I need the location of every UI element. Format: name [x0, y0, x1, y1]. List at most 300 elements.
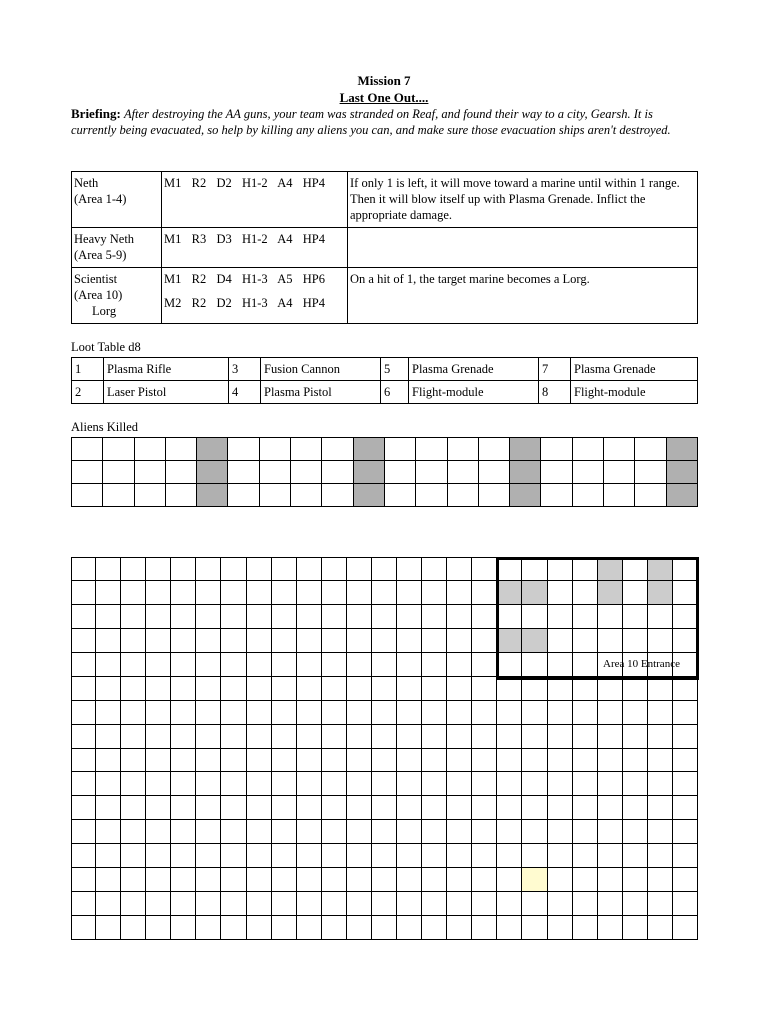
- map-cell: [221, 916, 246, 940]
- map-cell: [397, 749, 422, 773]
- map-cell: [322, 916, 347, 940]
- map-cell: [497, 868, 522, 892]
- map-cell: [247, 605, 272, 629]
- map-cell: [447, 772, 472, 796]
- map-cell: [171, 796, 196, 820]
- map-cell: [322, 725, 347, 749]
- tracker-row: [72, 438, 698, 461]
- map-cell: [447, 844, 472, 868]
- map-cell: [272, 844, 297, 868]
- map-cell: [96, 868, 121, 892]
- map-cell: [372, 916, 397, 940]
- map-cell: [623, 749, 648, 773]
- map-cell: [573, 701, 598, 725]
- kill-tally-box: [384, 438, 415, 461]
- alien-row: [72, 172, 698, 228]
- kill-tally-box: [291, 484, 322, 507]
- map-cell: [673, 772, 698, 796]
- map-cell: [397, 796, 422, 820]
- map-cell: [196, 820, 221, 844]
- map-cell: [422, 916, 447, 940]
- map-cell: [171, 557, 196, 581]
- map-cell: [397, 725, 422, 749]
- map-cell: [573, 844, 598, 868]
- map-cell: [272, 581, 297, 605]
- map-cell: [648, 749, 673, 773]
- map-cell: [623, 844, 648, 868]
- map-cell: [422, 892, 447, 916]
- kill-tally-box: [541, 484, 572, 507]
- map-cell: [447, 605, 472, 629]
- loot-item: Laser Pistol: [104, 381, 229, 404]
- map-cell: [297, 701, 322, 725]
- map-cell: [623, 772, 648, 796]
- kill-tally-box: [134, 438, 165, 461]
- map-cell: [96, 892, 121, 916]
- map-cell: [422, 749, 447, 773]
- alien-stats: M1 R2 D4 H1-3 A5 HP6: [164, 272, 325, 286]
- map-cell: [422, 677, 447, 701]
- aliens-killed-tracker: [71, 437, 698, 507]
- map-cell: [347, 820, 372, 844]
- kill-tally-box: [510, 438, 541, 461]
- map-cell: [121, 844, 146, 868]
- map-cell: [347, 772, 372, 796]
- map-cell: [96, 916, 121, 940]
- map-cell: [171, 605, 196, 629]
- map-cell: [171, 772, 196, 796]
- map-cell: [196, 653, 221, 677]
- kill-tally-box: [134, 461, 165, 484]
- map-cell: [397, 868, 422, 892]
- map-cell: [472, 677, 497, 701]
- map-cell: [522, 701, 547, 725]
- map-cell: [221, 605, 246, 629]
- alien-name: Heavy Neth: [74, 232, 135, 246]
- kill-tally-box: [103, 438, 134, 461]
- map-cell: [322, 677, 347, 701]
- alien-area: (Area 1-4): [74, 192, 127, 206]
- map-cell: [598, 796, 623, 820]
- map-cell: [598, 844, 623, 868]
- kill-tally-box: [572, 438, 603, 461]
- kill-tally-box: [197, 484, 228, 507]
- map-cell: [472, 916, 497, 940]
- map-cell: [322, 749, 347, 773]
- map-cell: [297, 796, 322, 820]
- map-cell: [372, 581, 397, 605]
- map-cell: [623, 892, 648, 916]
- map-cell: [673, 916, 698, 940]
- map-cell: [648, 701, 673, 725]
- kill-tally-box: [447, 438, 478, 461]
- map-cell: [121, 749, 146, 773]
- map-cell: [96, 557, 121, 581]
- map-cell: [272, 916, 297, 940]
- map-cell: [472, 605, 497, 629]
- map-cell: [623, 701, 648, 725]
- kill-tally-box: [322, 438, 353, 461]
- map-cell: [146, 725, 171, 749]
- map-cell: [121, 820, 146, 844]
- map-cell: [447, 892, 472, 916]
- map-cell: [196, 749, 221, 773]
- map-cell: [648, 725, 673, 749]
- map-cell: [221, 581, 246, 605]
- kill-tally-box: [353, 484, 384, 507]
- map-cell: [171, 629, 196, 653]
- map-cell: [472, 653, 497, 677]
- map-cell: [121, 796, 146, 820]
- map-cell: [447, 820, 472, 844]
- map-cell: [372, 892, 397, 916]
- map-cell: [623, 677, 648, 701]
- map-cell: [573, 916, 598, 940]
- map-cell: [372, 629, 397, 653]
- map-cell: [573, 892, 598, 916]
- map-cell: [548, 892, 573, 916]
- map-cell: [247, 701, 272, 725]
- kill-tally-box: [165, 461, 196, 484]
- kill-tally-box: [604, 461, 635, 484]
- map-cell: [247, 581, 272, 605]
- map-cell: [297, 629, 322, 653]
- map-cell: [247, 677, 272, 701]
- map-cell: [347, 677, 372, 701]
- kill-tally-box: [541, 461, 572, 484]
- map-cell: [573, 820, 598, 844]
- loot-table-label: Loot Table d8: [71, 340, 141, 354]
- map-cell: [121, 725, 146, 749]
- kill-tally-box: [165, 438, 196, 461]
- map-cell: [272, 701, 297, 725]
- map-cell: [146, 629, 171, 653]
- map-cell: [247, 653, 272, 677]
- map-cell: [472, 725, 497, 749]
- map-cell: [598, 892, 623, 916]
- map-cell: [497, 701, 522, 725]
- map-cell: [372, 868, 397, 892]
- map-cell: [96, 796, 121, 820]
- briefing: [71, 106, 701, 138]
- mission-title: Mission 7: [357, 73, 411, 88]
- map-cell: [548, 916, 573, 940]
- loot-item: Flight-module: [571, 381, 698, 404]
- map-cell: [573, 677, 598, 701]
- map-cell: [397, 844, 422, 868]
- map-cell: [598, 701, 623, 725]
- loot-table: [71, 357, 698, 404]
- map-cell: [548, 701, 573, 725]
- map-cell: [272, 629, 297, 653]
- map-cell: [96, 820, 121, 844]
- map-cell: [397, 701, 422, 725]
- map-cell: [121, 605, 146, 629]
- map-cell: [372, 796, 397, 820]
- map-cell: [96, 653, 121, 677]
- map-cell: [623, 916, 648, 940]
- map-cell: [196, 629, 221, 653]
- map-cell: [196, 677, 221, 701]
- map-cell: [96, 605, 121, 629]
- loot-item: Plasma Grenade: [571, 358, 698, 381]
- map-cell: [322, 868, 347, 892]
- map-cell: [372, 653, 397, 677]
- map-cell: [221, 677, 246, 701]
- map-cell: [146, 605, 171, 629]
- map-cell: [297, 868, 322, 892]
- map-cell: [71, 868, 96, 892]
- alien-notes: If only 1 is left, it will move toward a marine until within 1 range. Then it will blow itself up with Plasma Grenade. Inflict the appropriate damage.: [350, 176, 680, 222]
- map-cell: [648, 868, 673, 892]
- map-cell: [272, 892, 297, 916]
- loot-roll: 8: [539, 381, 571, 404]
- map-cell: [121, 677, 146, 701]
- kill-tally-box: [478, 438, 509, 461]
- map-cell: [447, 653, 472, 677]
- map-cell: [422, 629, 447, 653]
- map-cell: [673, 725, 698, 749]
- map-cell: [121, 581, 146, 605]
- map-cell: [422, 701, 447, 725]
- kill-tally-box: [322, 484, 353, 507]
- map-cell: [221, 701, 246, 725]
- map-cell: [347, 701, 372, 725]
- map-cell: [372, 605, 397, 629]
- map-cell: [673, 749, 698, 773]
- map-cell: [196, 605, 221, 629]
- map-cell: [347, 629, 372, 653]
- kill-tally-box: [72, 438, 103, 461]
- map-cell: [648, 820, 673, 844]
- map-cell: [497, 772, 522, 796]
- kill-tally-box: [322, 461, 353, 484]
- map-cell: [322, 772, 347, 796]
- map-cell: [472, 772, 497, 796]
- map-cell: [347, 605, 372, 629]
- map-cell: [522, 772, 547, 796]
- map-cell: [121, 701, 146, 725]
- map-cell: [422, 796, 447, 820]
- map-cell: [422, 557, 447, 581]
- map-cell: [71, 581, 96, 605]
- map-cell: [397, 677, 422, 701]
- map-cell: [297, 605, 322, 629]
- map-cell: [422, 868, 447, 892]
- map-cell: [623, 820, 648, 844]
- map-cell: [171, 725, 196, 749]
- map-cell: [447, 629, 472, 653]
- map-cell: [272, 605, 297, 629]
- map-cell: [221, 725, 246, 749]
- kill-tally-box: [228, 438, 259, 461]
- map-cell: [196, 725, 221, 749]
- map-cell: [146, 557, 171, 581]
- map-cell: [221, 629, 246, 653]
- map-cell: [347, 749, 372, 773]
- map-cell: [397, 820, 422, 844]
- map-cell: [121, 916, 146, 940]
- map-cell: [497, 749, 522, 773]
- map-cell: [673, 820, 698, 844]
- map-cell: [121, 557, 146, 581]
- map-cell: [272, 677, 297, 701]
- tracker-row: [72, 484, 698, 507]
- alien-name: Neth: [74, 176, 99, 190]
- map-cell: [71, 820, 96, 844]
- map-cell: [673, 796, 698, 820]
- kill-tally-box: [134, 484, 165, 507]
- map-cell: [96, 701, 121, 725]
- kill-tally-box: [72, 484, 103, 507]
- map-cell: [71, 749, 96, 773]
- map-cell: [247, 892, 272, 916]
- map-cell: [598, 868, 623, 892]
- map-cell: [221, 844, 246, 868]
- map-cell: [221, 820, 246, 844]
- map-cell: [397, 892, 422, 916]
- map-cell: [472, 796, 497, 820]
- kill-tally-box: [103, 461, 134, 484]
- map-cell: [422, 772, 447, 796]
- kill-tally-box: [510, 461, 541, 484]
- map-cell: [196, 892, 221, 916]
- kill-tally-box: [635, 438, 666, 461]
- map-cell: [397, 581, 422, 605]
- loot-roll: 5: [381, 358, 409, 381]
- kill-tally-box: [416, 461, 447, 484]
- map-cell: [598, 916, 623, 940]
- map-cell: [247, 796, 272, 820]
- map-cell: [372, 749, 397, 773]
- map-cell: [71, 605, 96, 629]
- map-cell: [447, 749, 472, 773]
- map-cell: [146, 749, 171, 773]
- map-cell: [121, 653, 146, 677]
- map-cell: [272, 772, 297, 796]
- map-cell: [272, 653, 297, 677]
- map-cell: [196, 701, 221, 725]
- map-cell: [497, 725, 522, 749]
- kill-tally-box: [103, 484, 134, 507]
- map-cell: [522, 725, 547, 749]
- map-cell: [648, 772, 673, 796]
- map-cell: [573, 796, 598, 820]
- map-cell: [623, 725, 648, 749]
- kill-tally-box: [478, 484, 509, 507]
- map-cell: [196, 772, 221, 796]
- map-cell: [347, 653, 372, 677]
- map-cell: [171, 701, 196, 725]
- kill-tally-box: [604, 484, 635, 507]
- map-cell: [146, 868, 171, 892]
- map-cell: [121, 629, 146, 653]
- map-cell: [196, 557, 221, 581]
- map-cell: [297, 749, 322, 773]
- kill-tally-box: [228, 484, 259, 507]
- kill-tally-box: [384, 461, 415, 484]
- map-cell: [96, 844, 121, 868]
- map-cell: [121, 772, 146, 796]
- map-cell: [297, 653, 322, 677]
- map-cell: [548, 772, 573, 796]
- map-cell: [71, 844, 96, 868]
- loot-roll: 6: [381, 381, 409, 404]
- map-cell: [623, 796, 648, 820]
- kill-tally-box: [72, 461, 103, 484]
- map-cell: [71, 701, 96, 725]
- map-cell: [171, 916, 196, 940]
- map-cell: [397, 605, 422, 629]
- map-cell: [648, 677, 673, 701]
- map-cell: [247, 868, 272, 892]
- map-cell: [171, 677, 196, 701]
- loot-item: Plasma Grenade: [409, 358, 539, 381]
- map-cell: [497, 844, 522, 868]
- map-cell: [297, 725, 322, 749]
- map-cell: [372, 677, 397, 701]
- map-cell: [196, 868, 221, 892]
- kill-tally-box: [666, 438, 697, 461]
- map-cell-highlight: [522, 868, 547, 892]
- kill-tally-box: [197, 438, 228, 461]
- map-cell: [573, 749, 598, 773]
- map-cell: [322, 629, 347, 653]
- map-cell: [397, 629, 422, 653]
- map-cell: [96, 749, 121, 773]
- map-cell: [447, 916, 472, 940]
- map-cell: [447, 796, 472, 820]
- map-cell: [221, 653, 246, 677]
- map-cell: [71, 725, 96, 749]
- map-cell: [171, 868, 196, 892]
- map-cell: [221, 868, 246, 892]
- map-cell: [297, 677, 322, 701]
- map-cell: [272, 725, 297, 749]
- map-cell: [347, 557, 372, 581]
- map-cell: [522, 820, 547, 844]
- map-cell: [146, 772, 171, 796]
- map-cell: [196, 844, 221, 868]
- briefing-label: Briefing:: [71, 106, 121, 121]
- kill-tally-box: [259, 438, 290, 461]
- map-cell: [447, 868, 472, 892]
- map-cell: [322, 796, 347, 820]
- kill-tally-box: [541, 438, 572, 461]
- kill-tally-box: [228, 461, 259, 484]
- map-cell: [422, 653, 447, 677]
- kill-tally-box: [291, 438, 322, 461]
- aliens-killed-label: Aliens Killed: [71, 420, 139, 434]
- map-cell: [71, 677, 96, 701]
- map-cell: [548, 677, 573, 701]
- map-cell: [272, 557, 297, 581]
- map-cell: [673, 677, 698, 701]
- area-10-entrance-label: Area 10 Entrance: [603, 658, 680, 670]
- map-cell: [171, 892, 196, 916]
- map-cell: [196, 796, 221, 820]
- map-cell: [71, 772, 96, 796]
- map-cell: [573, 772, 598, 796]
- map-cell: [522, 677, 547, 701]
- map-cell: [347, 725, 372, 749]
- loot-row: [72, 381, 698, 404]
- map-cell: [573, 868, 598, 892]
- map-cell: [598, 820, 623, 844]
- kill-tally-box: [604, 438, 635, 461]
- map-cell: [447, 701, 472, 725]
- map-cell: [472, 701, 497, 725]
